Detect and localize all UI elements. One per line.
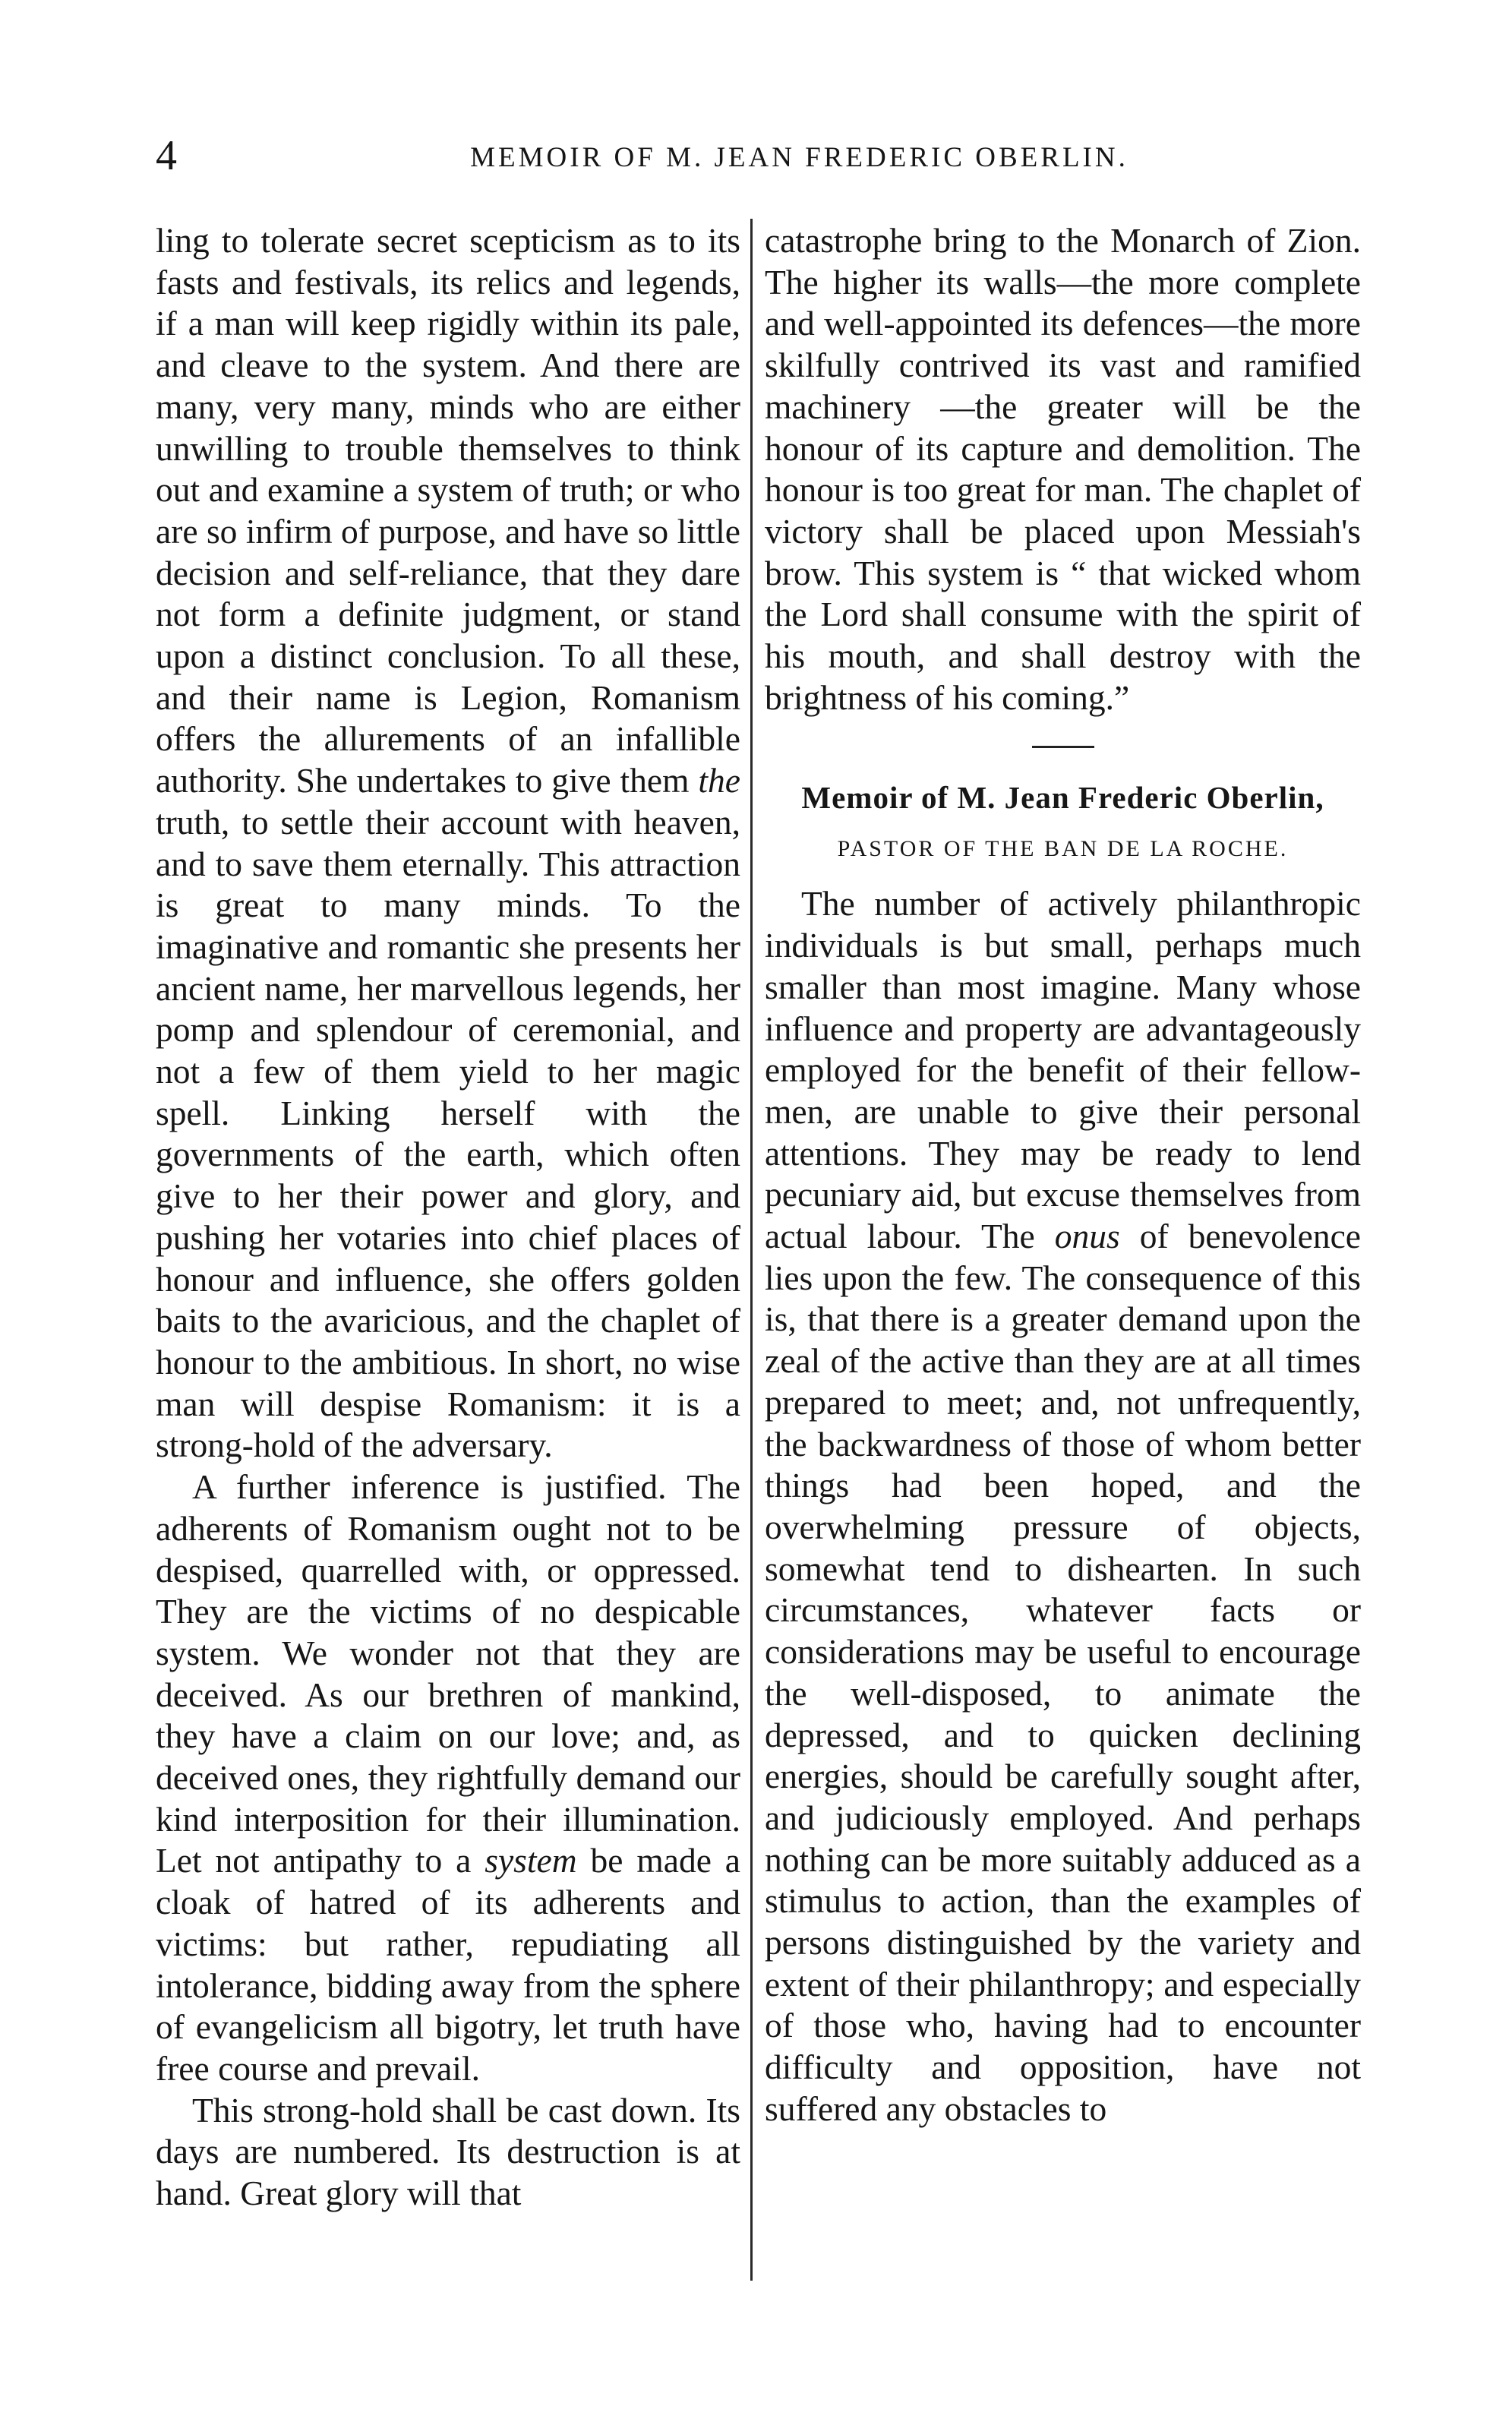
left-column — [156, 220, 740, 2215]
paragraph: This strong-hold shall be cast down. Its days are numbered. Its destruction is at hand. Great glory will that — [156, 2090, 740, 2213]
text-run: of benevolence lies upon the few. The consequence of this is, that there is a greater demand upon the zeal of the active than they are at all times prepared to meet; and, not unfrequently, the backwardness of those of whom better things had been hoped, and the overwhelming pressure of objects, somewhat tend to dishearten. In such circumstances, whatever facts or considerations may be useful to encourage the well-disposed, to animate the depressed, and to quicken declining energies, should be carefully sought after, and judiciously employed. And perhaps nothing can be more suitably adduced as a stimulus to action, than the examples of persons distinguished by the variety and extent of their philanthropy; and especially of those who, having had to encounter difficulty and opposition, have not suffered any obstacles to — [765, 1217, 1361, 2128]
section-subtitle: PASTOR OF THE BAN DE LA ROCHE. — [837, 836, 1289, 862]
paragraph: catastrophe bring to the Monarch of Zion. The higher its walls—the more complete and well-appointed its defences—the more skilfully contrived its vast and ramified machinery —the greater will be the honour of its capture and demolition. The honour is too great for man. The chaplet of victory shall be placed upon Messiah's brow. This system is “ that wicked whom the Lord shall consume with the spirit of his mouth, and shall destroy with the brightness of his coming.” — [765, 221, 1361, 717]
italic-text: the — [698, 761, 740, 800]
text-run: truth, to settle their account with heaven, and to save them eternally. This attraction is great to many minds. To the imaginative and romantic she presents her ancient name, her marvellous legends, her pomp and splendour of ceremonial, and not a few of them yield to her magic spell. Linking herself with the governments of the earth, which often give to her their power and glory, and pushing her votaries into chief places of honour and influence, she offers golden baits to the avaricious, and the chaplet of honour to the ambitious. In short, no wise man will despise Romanism: it is a strong-hold of the adversary. — [156, 802, 740, 1465]
running-head: MEMOIR OF M. JEAN FREDERIC OBERLIN. — [470, 142, 1128, 173]
text-run: be made a cloak of hatred of its adherents and victims: but rather, repudiating all intolerance, bidding away from the sphere of evangelicism all bigotry, let truth have free course and prevail. — [156, 1841, 741, 2088]
paragraph — [765, 883, 1361, 2130]
text-run: The number of actively philanthropic individuals is but small, perhaps much smaller than most imagine. Many whose influence and property are advantageously employed for the benefit of their fellow-men, are unable to give their personal attentions. They may be ready to lend pecuniary aid, but excuse themselves from actual labour. The — [765, 884, 1361, 1256]
right-column — [765, 220, 1361, 2130]
page-number: 4 — [156, 132, 177, 179]
text-run: A further inference is justified. The adherents of Romanism ought not to be despised, quarrelled with, or oppressed. They are the victims of no despicable system. We wonder not that they are deceived. As our brethren of mankind, they have a claim on our love; and, as deceived ones, they rightfully demand our kind interposition for their illumination. Let not antipathy to a — [156, 1467, 740, 1880]
text-run: ling to tolerate secret scepticism as to its fasts and festivals, its relics and legends, if a man will keep rigidly within its pale, and cleave to the system. And there are many, very many, minds who are either unwilling to trouble themselves to think out and examine a system of truth; or who are so infirm of purpose, and have so little decision and self-reliance, that they dare not form a definite judgment, or stand upon a distinct conclusion. To all these, and their name is Legion, Romanism offers the allurements of an infallible authority. She undertakes to give them — [156, 221, 740, 800]
italic-text: onus — [1054, 1217, 1120, 1256]
section-divider — [1032, 746, 1094, 748]
section-title: Memoir of M. Jean Frederic Oberlin, — [801, 780, 1324, 816]
italic-text: system — [485, 1841, 577, 1880]
page-header — [156, 129, 1363, 182]
column-divider-rule — [750, 219, 753, 2281]
paragraph — [156, 220, 740, 1467]
paragraph — [156, 1467, 740, 2090]
